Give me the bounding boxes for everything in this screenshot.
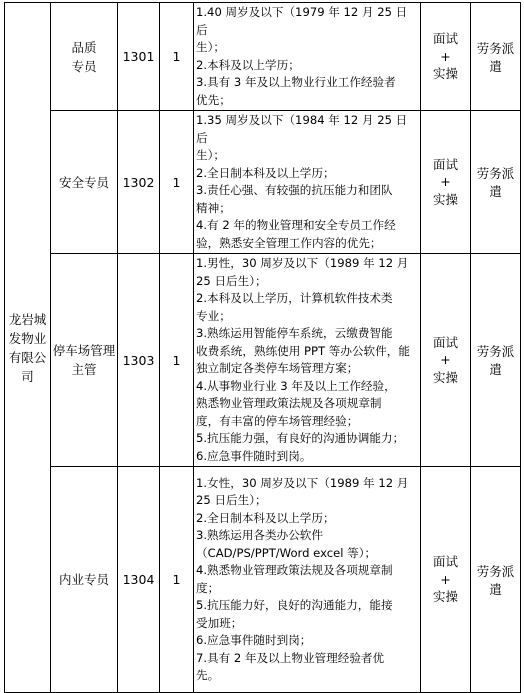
post-name-line: 内业专员 [58, 572, 109, 587]
requirement-line: 优先； [196, 92, 231, 107]
exam-method-cell [421, 111, 471, 254]
exam-method-line: 实操 [432, 191, 458, 207]
requirement-line: 1.35 周岁及以下（1984 年 12 月 25 日后 [196, 113, 408, 145]
requirement-line: （CAD/PS/PPT/Word excel 等）； [196, 545, 377, 560]
exam-method-line: 实操 [432, 589, 458, 605]
requirement-line: 2.全日制本科及以上学历； [196, 165, 335, 180]
requirement-line: 度，有丰富的停车场管理经验； [196, 413, 359, 428]
requirement-line: 4.熟悉物业管理政策法规及各项规章制 [196, 563, 393, 577]
requirement-line: 5.抗压能力好，良好的沟通能力，能接 [196, 598, 393, 612]
requirements-cell [194, 3, 421, 111]
requirements-cell [194, 111, 421, 254]
requirement-line: 3.熟练运用智能停车系统，云缴费智能 [196, 326, 393, 340]
requirement-line: 3.熟练运用各类办公软件 [196, 528, 323, 542]
exam-method-line: 实操 [432, 66, 458, 82]
employment-type-cell: 劳务派遣 [471, 467, 521, 693]
exam-method-line: 面试 [432, 31, 458, 47]
requirement-line: 25 日后生）； [196, 493, 267, 507]
requirement-line: 1.40 周岁及以下（1979 年 12 月 25 日后 [196, 5, 408, 37]
requirement-line: 精神； [196, 200, 231, 215]
requirement-line: 度； [196, 580, 220, 595]
requirement-line: 7.具有 2 年及以上物业管理经验者优 [196, 650, 385, 665]
requirement-line: 生）； [196, 40, 225, 54]
table-row [5, 3, 521, 111]
requirement-line: 1.女性，30 周岁及以下（1989 年 12 月 [196, 475, 409, 490]
company-name-cell [5, 3, 51, 693]
requirement-line: 受加班； [196, 615, 243, 630]
post-name-line: 停车场管理 [52, 343, 116, 358]
post-name-line: 主管 [71, 362, 97, 377]
requirement-line: 专业； [196, 308, 231, 323]
requirements-cell [194, 254, 421, 467]
post-code-cell: 1303 [118, 254, 160, 467]
post-name-cell [51, 111, 118, 254]
company-name-line: 有限公司 [8, 349, 47, 384]
requirement-line: 先。 [196, 668, 220, 682]
post-name-line: 安全专员 [58, 174, 109, 190]
requirement-line: 3.责任心强、有较强的抗压能力和团队 [196, 183, 393, 197]
exam-method-line: 面试 [432, 554, 458, 570]
requirement-line: 2.本科及以上学历； [196, 57, 300, 72]
requirement-line: 6.应急事件随时到岗； [196, 633, 312, 647]
headcount-cell: 1 [160, 111, 194, 254]
exam-method-cell [421, 254, 471, 467]
headcount-cell: 1 [160, 254, 194, 467]
company-name-line: 发物业 [8, 330, 47, 346]
requirements-cell [194, 467, 421, 693]
exam-method-cell [421, 3, 471, 111]
post-name-cell [51, 3, 118, 111]
table-row [5, 467, 521, 693]
requirement-line: 独立制定各类停车场管理方案； [196, 361, 359, 375]
post-name-line: 品质 [71, 39, 97, 55]
exam-method-line: + [440, 571, 451, 587]
requirement-line: 收费系统，熟练使用 PPT 等办公软件，能 [196, 343, 410, 358]
headcount-cell: 1 [160, 3, 194, 111]
requirement-line: 生）； [196, 148, 225, 162]
post-code-cell: 1302 [118, 111, 160, 254]
post-name-cell [51, 254, 118, 467]
requirement-line: 验，熟悉安全管理工作内容的优先； [196, 235, 382, 250]
exam-method-line: 面试 [432, 334, 458, 350]
requirement-line: 25 日后生）； [196, 273, 267, 288]
requirement-line: 3.具有 3 年及以上物业行业工作经验者 [196, 75, 396, 89]
table-body [5, 3, 521, 693]
employment-type-cell: 劳务派遣 [471, 254, 521, 467]
company-name-line: 龙岩城 [8, 311, 47, 327]
post-name-line: 专员 [71, 58, 97, 74]
requirement-line: 4.从事物业行业 3 年及以上工作经验， [196, 378, 396, 393]
requirement-line: 6.应急事件随时到岗。 [196, 448, 312, 463]
exam-method-line: + [440, 174, 451, 190]
exam-method-line: 面试 [432, 156, 458, 172]
requirement-line: 4.有 2 年的物业管理和安全专员工作经 [196, 218, 396, 232]
post-name-cell [51, 467, 118, 693]
requirement-line: 5.抗压能力强，有良好的沟通协调能力； [196, 431, 405, 445]
exam-method-line: + [440, 352, 451, 368]
requirement-line: 2.全日制本科及以上学历； [196, 510, 335, 525]
exam-method-line: 实操 [432, 369, 458, 385]
table-row [5, 254, 521, 467]
headcount-cell: 1 [160, 467, 194, 693]
post-code-cell: 1304 [118, 467, 160, 693]
requirement-line: 2.本科及以上学历，计算机软件技术类 [196, 291, 393, 305]
requirement-line: 1.男性，30 周岁及以下（1989 年 12 月 [196, 256, 409, 270]
employment-type-cell: 劳务派遣 [471, 111, 521, 254]
employment-type-cell: 劳务派遣 [471, 3, 521, 111]
requirement-line: 熟悉物业管理政策法规及各项规章制 [196, 396, 382, 410]
recruitment-table [4, 2, 521, 693]
table-row [5, 111, 521, 254]
exam-method-cell [421, 467, 471, 693]
post-code-cell: 1301 [118, 3, 160, 111]
exam-method-line: + [440, 48, 451, 64]
